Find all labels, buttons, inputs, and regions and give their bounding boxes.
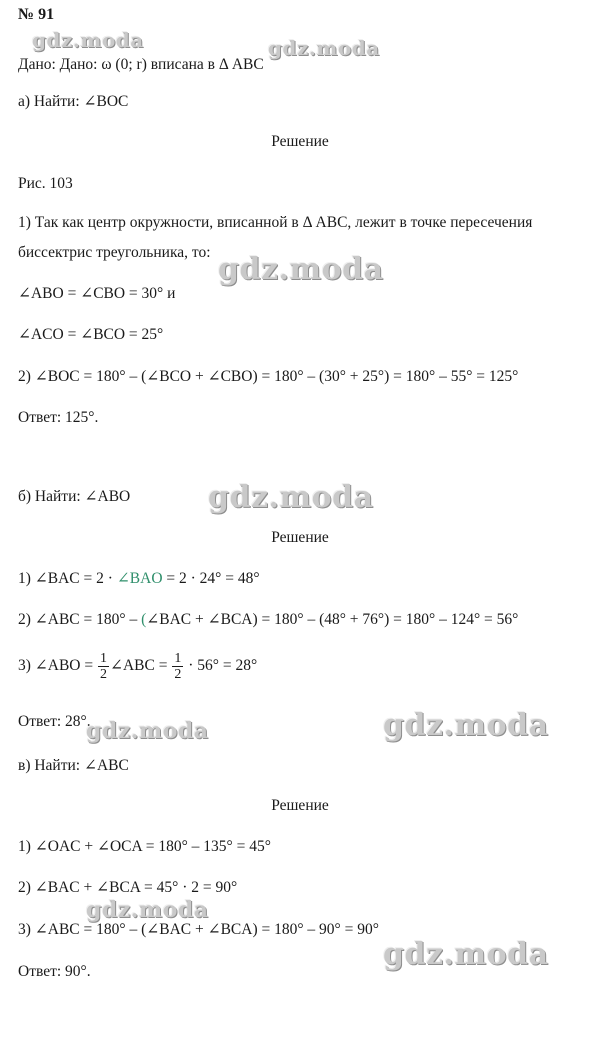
- part-a-eq1: ∠ABO = ∠CBO = 30° и: [18, 285, 176, 302]
- fraction-one-half: [98, 651, 109, 682]
- part-b-solution-title: Решение: [271, 529, 329, 546]
- fraction-denominator: 2: [100, 666, 107, 682]
- part-c-answer: Ответ: 90°.: [18, 963, 91, 980]
- part-b-step2: [18, 611, 518, 629]
- watermark-logo: gdz.moda: [32, 28, 144, 52]
- fraction-numerator-2: 1: [174, 650, 182, 666]
- part-b-answer: Ответ: 28°.: [18, 713, 91, 730]
- part-b-step3: [18, 650, 257, 682]
- part-b-step1: [18, 570, 260, 588]
- part-a-solution-title: Решение: [271, 133, 329, 150]
- fraction-numerator: 1: [100, 650, 107, 666]
- part-c-step1: 1) ∠OAC + ∠OCA = 180° – 135° = 45°: [18, 838, 271, 855]
- part-c-find: в) Найти: ∠ABC: [18, 757, 129, 774]
- part-c-step2: 2) ∠BAC + ∠BCA = 45° · 2 = 90°: [18, 879, 238, 896]
- part-b-step2-post: ∠BAC + ∠BCA) = 180° – (48° + 76°) = 180° – 124° = 56°: [146, 611, 519, 628]
- part-a-eq2: ∠ACO = ∠BCO = 25°: [18, 326, 164, 343]
- part-c-step3: 3) ∠ABC = 180° – (∠BAC + ∠BCA) = 180° – 90° = 90°: [18, 921, 379, 938]
- part-b-step2-pre: 2) ∠ABC = 180° –: [18, 611, 142, 628]
- part-b-step2-highlight: (: [141, 611, 147, 628]
- part-a-find: а) Найти: ∠BOC: [18, 93, 129, 110]
- watermark-logo: gdz.moda: [208, 480, 374, 515]
- part-c-solution-title: Решение: [271, 797, 329, 814]
- part-b-step1-post: = 2 · 24° = 48°: [162, 570, 260, 587]
- figure-reference: Рис. 103: [18, 175, 73, 192]
- part-b-find: б) Найти: ∠ABO: [18, 488, 131, 505]
- fraction-one-half-2: [172, 651, 183, 682]
- given-text: Дано: Дано: ω (0; r) вписана в Δ ABC: [18, 56, 264, 73]
- part-a-answer: Ответ: 125°.: [18, 409, 99, 426]
- watermark-logo: gdz.moda: [86, 718, 209, 744]
- watermark-logo: gdz.moda: [268, 36, 380, 60]
- part-b-step3-post: · 56° = 28°: [184, 657, 258, 674]
- watermark-logo: gdz.moda: [218, 252, 384, 287]
- part-b-step3-mid: ∠ABC =: [110, 657, 172, 674]
- watermark-logo: gdz.moda: [383, 937, 549, 972]
- watermark-logo: gdz.moda: [86, 897, 209, 923]
- part-b-step3-pre: 3) ∠ABO =: [18, 657, 97, 674]
- part-b-step1-highlight: ∠BAO: [116, 570, 163, 587]
- part-a-step1-line2: биссектрис треугольника, то:: [18, 244, 211, 261]
- watermark-logo: gdz.moda: [383, 708, 549, 743]
- part-a-step2: 2) ∠BOC = 180° – (∠BCO + ∠CBO) = 180° – (30° + 25°) = 180° – 55° = 125°: [18, 368, 519, 385]
- problem-number: № 91: [18, 6, 55, 23]
- part-a-step1-line1: 1) Так как центр окружности, вписанной в Δ ABC, лежит в точке пересечения: [18, 214, 533, 231]
- part-b-step1-pre: 1) ∠BAC = 2 ·: [18, 570, 117, 587]
- fraction-denominator-2: 2: [174, 666, 182, 682]
